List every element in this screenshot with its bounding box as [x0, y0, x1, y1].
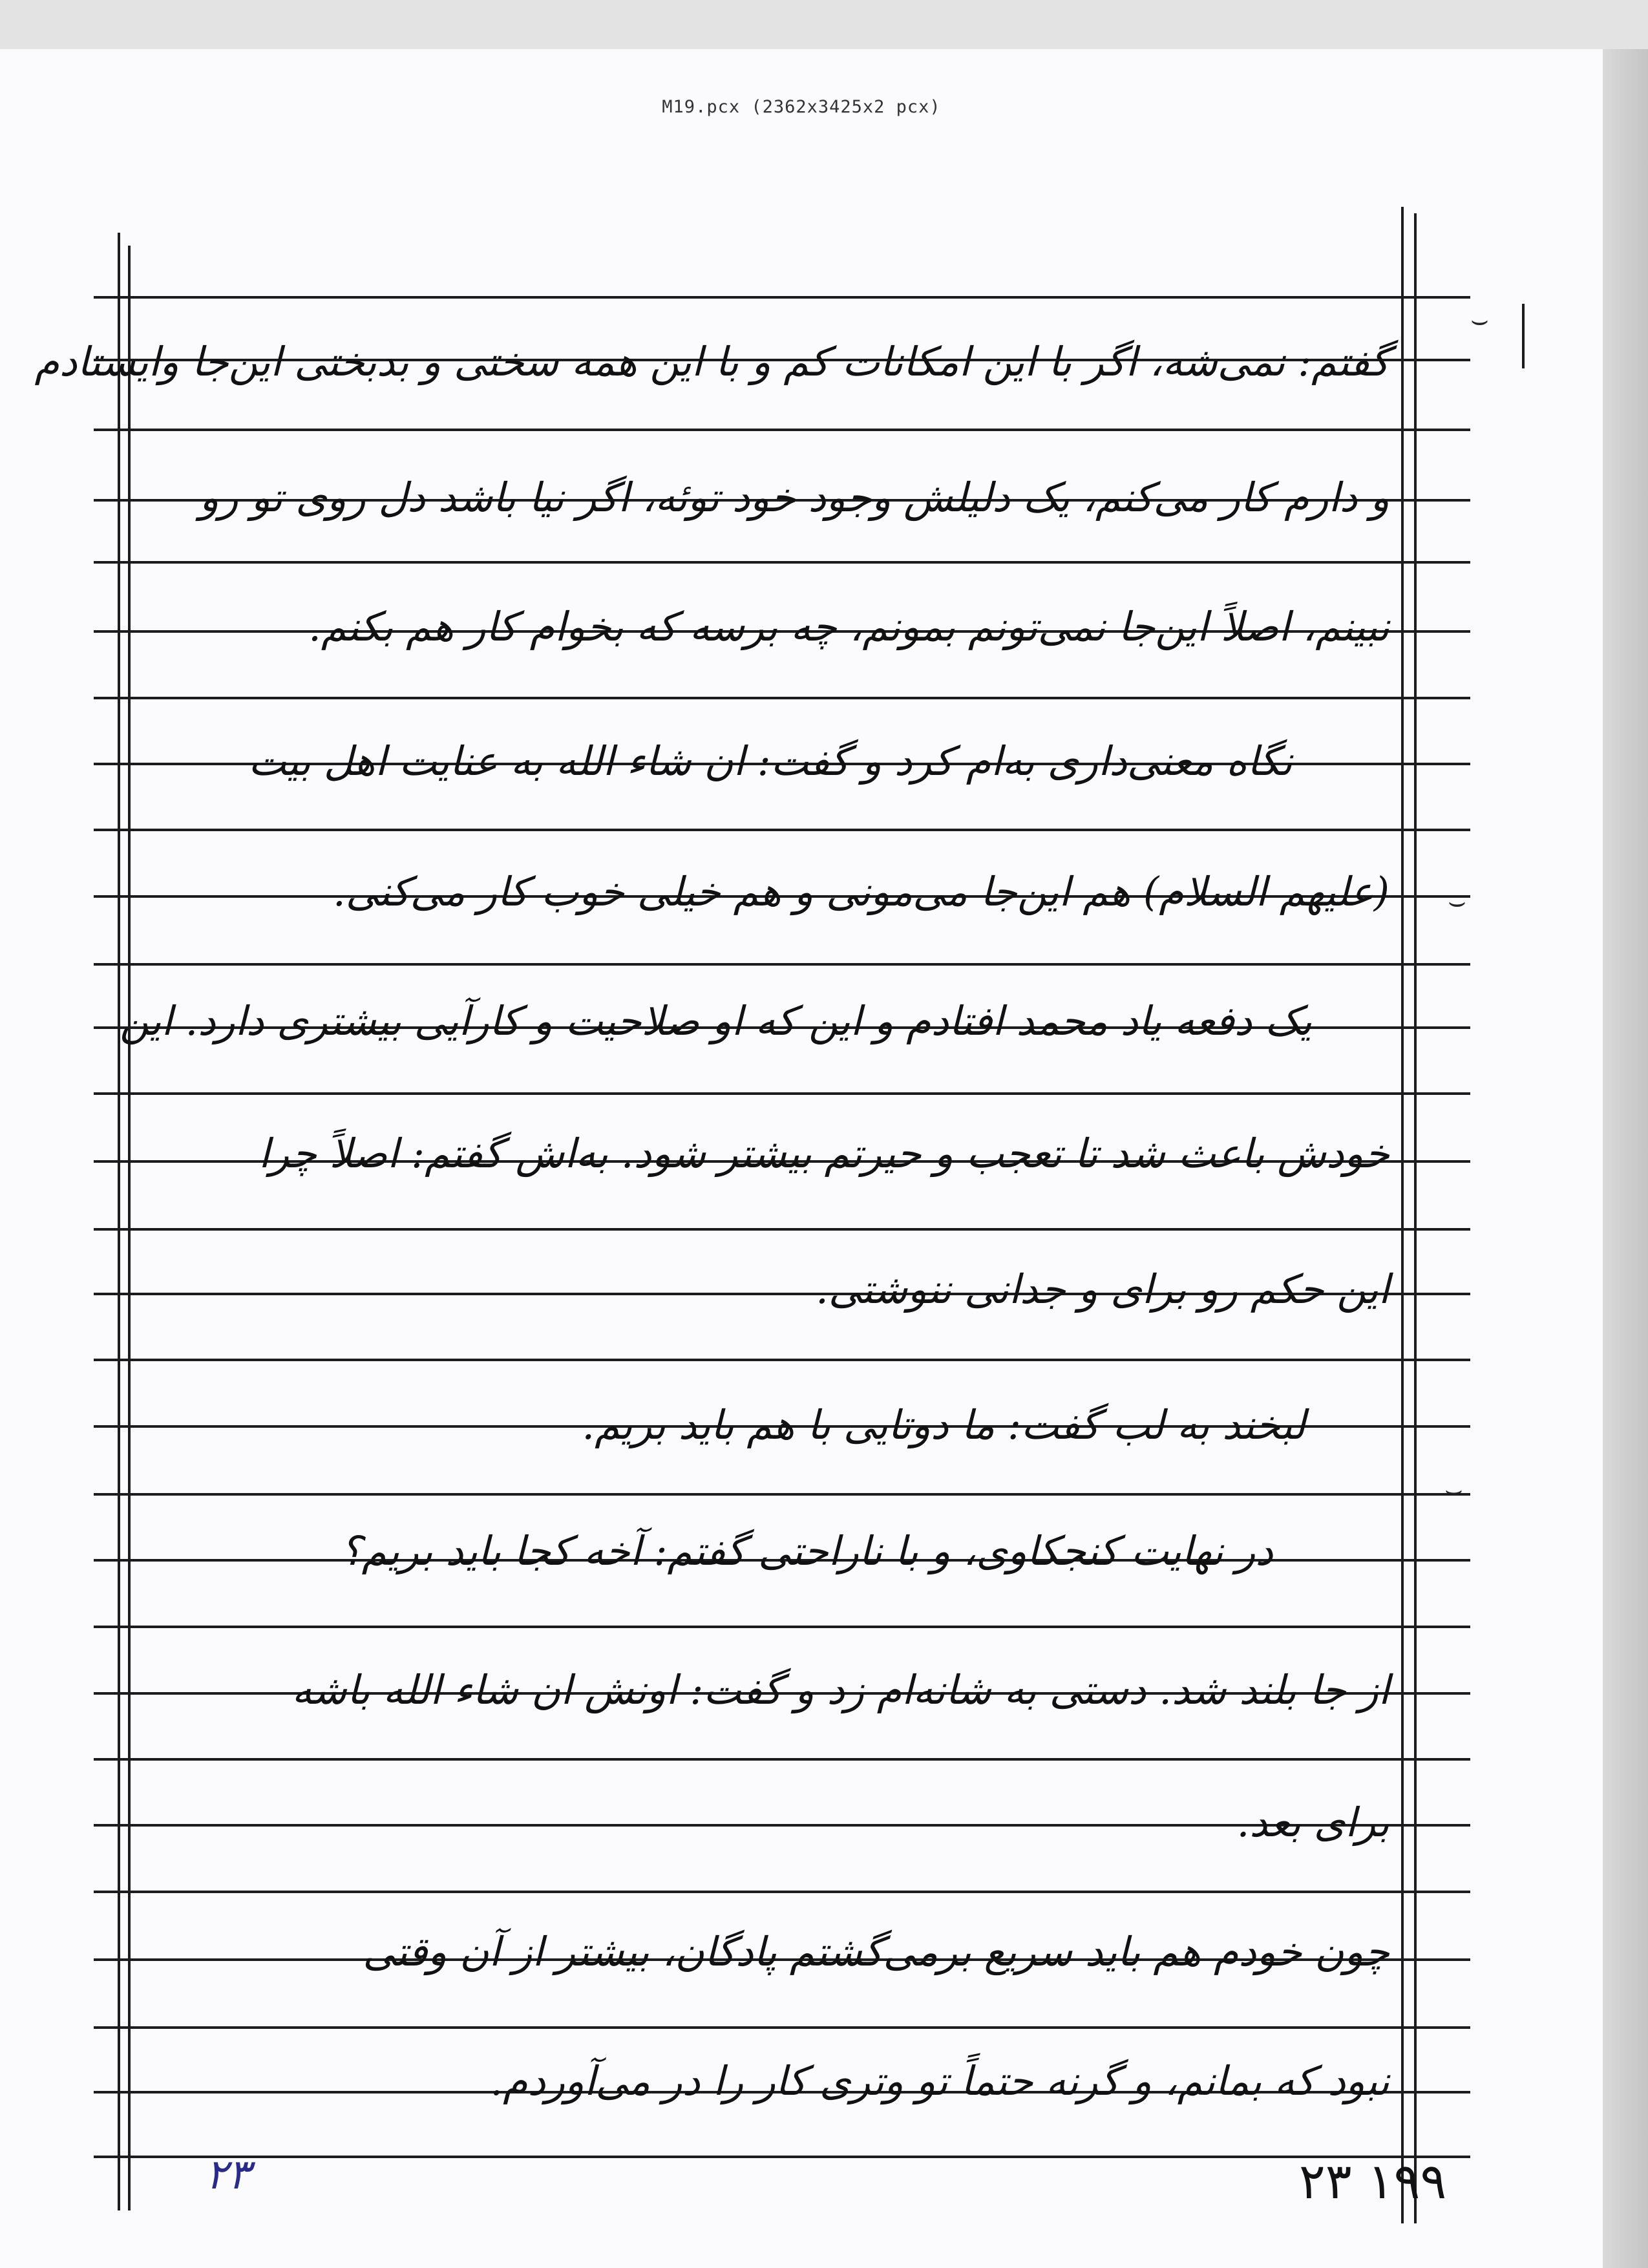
file-header: M19.pcx (2362x3425x2 pcx) — [662, 97, 941, 117]
text-line-6: یک دفعه یاد محمد افتادم و این که او صلاحیت و کارآیی بیشتری دارد. این — [120, 997, 1312, 1044]
ruled-line — [94, 561, 1470, 564]
text-line-9: لبخند به لب گفت: ما دوتایی با هم باید بریم. — [582, 1401, 1305, 1448]
ruled-line — [94, 1228, 1470, 1231]
ruled-line — [94, 2026, 1470, 2029]
text-line-7: خودش باعث شد تا تعجب و حیرتم بیشتر شود. به‌اش گفتم: اصلاً چرا — [259, 1130, 1389, 1177]
ruled-line — [94, 829, 1470, 831]
ruled-line — [94, 1626, 1470, 1628]
text-line-3: نبینم، اصلاً این‌جا نمی‌تونم بمونم، چه برسه که بخوام کار هم بکنم. — [308, 603, 1389, 650]
ruled-line — [94, 1891, 1470, 1893]
text-line-11: از جا بلند شد. دستی به شانه‌ام زد و گفت: اونش ان شاء الله باشه — [291, 1666, 1389, 1713]
ruled-line — [94, 697, 1470, 699]
text-line-8: این حکم رو برای و جدانی ننوشتی. — [816, 1266, 1389, 1313]
right-margin-line-2 — [1414, 213, 1417, 2223]
scan-top-margin — [0, 0, 1648, 49]
margin-tick: ⌣ — [1448, 885, 1466, 918]
ruled-line — [94, 963, 1470, 966]
right-margin-line — [1401, 207, 1404, 2223]
right-border-line — [1522, 304, 1525, 368]
ruled-line — [94, 1493, 1470, 1496]
text-line-1: گفتم: نمی‌شه، اگر با این امکانات کم و با این همه سختی و بدبختی این‌جا وایستادم — [34, 338, 1389, 385]
text-line-2: و دارم کار می‌کنم، یک دلیلش وجود خود توئه، اگر نیا باشد دل روی تو رو — [199, 474, 1389, 521]
ruled-line — [94, 1758, 1470, 1761]
text-line-12: برای بعد. — [1236, 1799, 1389, 1846]
page-number-left: ۲۳ — [206, 2151, 250, 2199]
ruled-line — [94, 1359, 1470, 1361]
text-line-4: نگاه معنی‌داری به‌ام کرد و گفت: ان شاء الله به عنایت اهل بیت — [248, 737, 1293, 785]
text-line-10: در نهایت کنجکاوی، و با ناراحتی گفتم: آخه کجا باید بریم؟ — [340, 1527, 1273, 1574]
margin-tick: ⌣ — [1470, 304, 1489, 337]
ruled-line — [94, 429, 1470, 431]
scan-right-edge — [1603, 49, 1648, 2268]
text-line-14: نبود که بمانم، و گرنه حتماً تو وتری کار را در می‌آوردم. — [490, 2057, 1389, 2104]
page-number-right: ۱۹۹ ۲۳ — [1299, 2152, 1447, 2210]
ruled-line — [94, 296, 1470, 299]
text-line-13: چون خودم هم باید سریع برمی‌گشتم پادگان، بیشتر از آن وقتی — [363, 1928, 1389, 1975]
ruled-line — [94, 1092, 1470, 1095]
ruled-line — [94, 2156, 1470, 2158]
text-line-5: (علیهم السلام) هم این‌جا می‌مونی و هم خیلی خوب کار می‌کنی. — [333, 868, 1389, 915]
margin-tick: ⌣ — [1444, 1474, 1463, 1507]
